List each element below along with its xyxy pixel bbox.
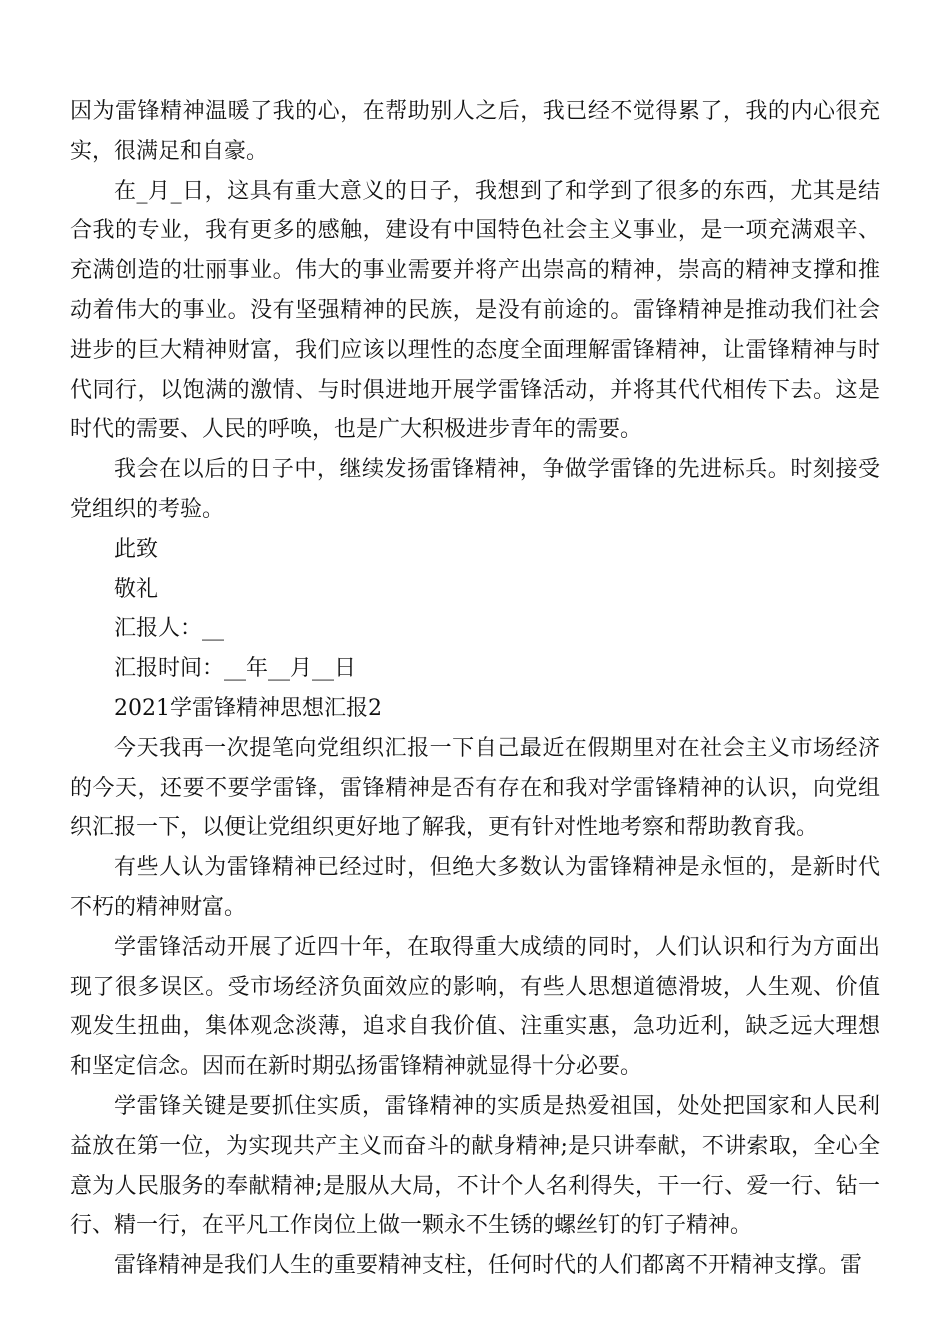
paragraph-10: 有些人认为雷锋精神已经过时，但绝大多数认为雷锋精神是永恒的，是新时代不朽的精神财富。	[70, 855, 880, 920]
paragraph-13: 雷锋精神是我们人生的重要精神支柱，任何时代的人们都离不开精神支撑。雷	[114, 1253, 863, 1279]
paragraph-9: 今天我再一次提笔向党组织汇报一下自己最近在假期里对在社会主义市场经济的今天，还要不要学雷锋，雷锋精神是否有存在和我对学雷锋精神的认识，向党组织汇报一下，以便让党组织更好地了解我，更有针对性地考察和帮助教育我。	[70, 735, 880, 841]
reporter-line: 汇报人：__	[114, 616, 225, 642]
paragraph-2: 在_月_日，这具有重大意义的日子，我想到了和学到了很多的东西，尤其是结合我的专业，我有更多的感触，建设有中国特色社会主义事业，是一项充满艰辛、充满创造的壮丽事业。伟大的事业需要并将产出崇高的精神，崇高的精神支撑和推动着伟大的事业。没有坚强精神的民族，是没有前途的。雷锋精神是推动我们社会进步的巨大精神财富，我们应该以理性的态度全面理解雷锋精神，让雷锋精神与时代同行，以饱满的激情、与时俱进地开展学雷锋活动，并将其代代相传下去。这是时代的需要、人民的呼唤，也是广大积极进步青年的需要。	[70, 178, 880, 443]
salutation-jingli: 敬礼	[114, 576, 159, 602]
paragraph-12: 学雷锋关键是要抓住实质，雷锋精神的实质是热爱祖国，处处把国家和人民利益放在第一位，为实现共产主义而奋斗的献身精神;是只讲奉献，不讲索取，全心全意为人民服务的奉献精神;是服从大局，不计个人名利得失，干一行、爱一行、钻一行、精一行，在平凡工作岗位上做一颗永不生锈的螺丝钉的钉子精神。	[70, 1093, 880, 1239]
report-date-line: 汇报时间：__年__月__日	[114, 656, 357, 682]
paragraph-11: 学雷锋活动开展了近四十年，在取得重大成绩的同时，人们认识和行为方面出现了很多误区。受市场经济负面效应的影响，有些人思想道德滑坡，人生观、价值观发生扭曲，集体观念淡薄，追求自我价值、注重实惠，急功近利，缺乏远大理想和坚定信念。因而在新时期弘扬雷锋精神就显得十分必要。	[70, 934, 880, 1080]
paragraph-1: 因为雷锋精神温暖了我的心，在帮助别人之后，我已经不觉得累了，我的内心很充实，很满足和自豪。	[70, 99, 880, 164]
document-body	[70, 92, 880, 1286]
salutation-cizhi: 此致	[114, 536, 159, 562]
section-title: 2021学雷锋精神思想汇报2	[114, 695, 382, 721]
paragraph-3: 我会在以后的日子中，继续发扬雷锋精神，争做学雷锋的先进标兵。时刻接受党组织的考验。	[70, 457, 880, 522]
